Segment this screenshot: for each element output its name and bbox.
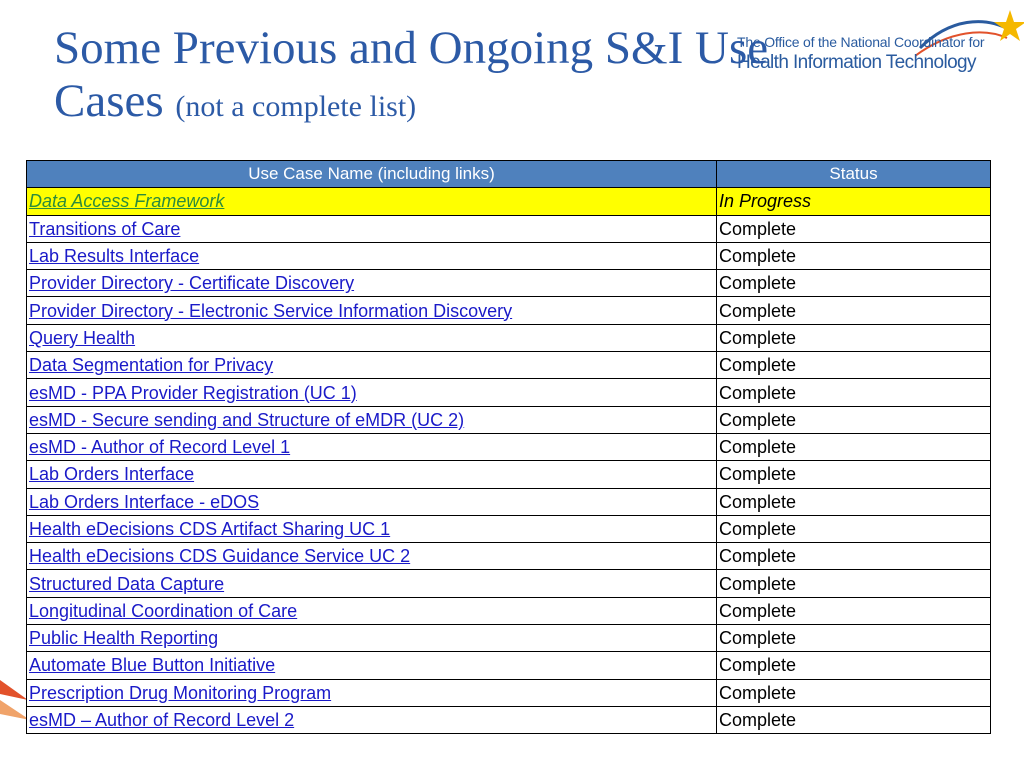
status-cell: Complete	[717, 215, 991, 242]
use-case-link[interactable]: Transitions of Care	[29, 218, 181, 239]
table-row	[27, 652, 991, 679]
table-row	[27, 352, 991, 379]
table-row	[27, 461, 991, 488]
table-row	[27, 570, 991, 597]
use-case-name-cell	[27, 297, 717, 324]
status-cell: Complete	[717, 625, 991, 652]
status-cell: Complete	[717, 379, 991, 406]
table-row	[27, 379, 991, 406]
use-case-link[interactable]: Provider Directory - Electronic Service Information Discovery	[29, 300, 513, 321]
table-row	[27, 597, 991, 624]
use-case-link[interactable]: Longitudinal Coordination of Care	[29, 600, 298, 621]
status-cell: Complete	[717, 652, 991, 679]
use-case-name-cell	[27, 324, 717, 351]
status-cell: Complete	[717, 679, 991, 706]
use-case-link[interactable]: Prescription Drug Monitoring Program	[29, 682, 332, 703]
use-case-link[interactable]: Health eDecisions CDS Guidance Service UC 2	[29, 546, 411, 567]
use-case-link[interactable]: esMD – Author of Record Level 2	[29, 710, 295, 731]
use-case-link[interactable]: Public Health Reporting	[29, 628, 219, 649]
status-cell: Complete	[717, 597, 991, 624]
use-case-table	[26, 160, 991, 734]
table-row	[27, 543, 991, 570]
logo-text-line2: Health Information Technology	[737, 52, 976, 73]
use-case-name-cell	[27, 433, 717, 460]
status-cell: Complete	[717, 461, 991, 488]
status-cell: Complete	[717, 297, 991, 324]
column-header-name: Use Case Name (including links)	[27, 161, 717, 188]
table-row	[27, 406, 991, 433]
use-case-link[interactable]: Lab Orders Interface	[29, 464, 195, 485]
use-case-name-cell	[27, 188, 717, 215]
title-line1: Some Previous and Ongoing S&I Use	[54, 22, 769, 74]
status-cell: Complete	[717, 488, 991, 515]
status-cell: Complete	[717, 406, 991, 433]
table-row	[27, 679, 991, 706]
use-case-name-cell	[27, 406, 717, 433]
use-case-link[interactable]: Automate Blue Button Initiative	[29, 655, 276, 676]
use-case-name-cell	[27, 652, 717, 679]
table-row	[27, 625, 991, 652]
status-cell: Complete	[717, 242, 991, 269]
use-case-name-cell	[27, 270, 717, 297]
table-row	[27, 270, 991, 297]
use-case-name-cell	[27, 215, 717, 242]
title-subtitle: (not a complete list)	[175, 90, 417, 123]
table-row	[27, 488, 991, 515]
table-row	[27, 324, 991, 351]
use-case-link[interactable]: Provider Directory - Certificate Discovery	[29, 273, 355, 294]
use-case-link[interactable]: esMD - Secure sending and Structure of eMDR (UC 2)	[29, 409, 465, 430]
status-cell: Complete	[717, 433, 991, 460]
use-case-name-cell	[27, 488, 717, 515]
use-case-name-cell	[27, 679, 717, 706]
use-case-link[interactable]: Lab Orders Interface - eDOS	[29, 491, 260, 512]
status-cell: Complete	[717, 515, 991, 542]
use-case-link[interactable]: esMD - PPA Provider Registration (UC 1)	[29, 382, 357, 403]
use-case-link[interactable]: Health eDecisions CDS Artifact Sharing UC 1	[29, 519, 391, 539]
use-case-name-cell	[27, 597, 717, 624]
use-case-link[interactable]: Structured Data Capture	[29, 573, 225, 594]
use-case-link[interactable]: Data Segmentation for Privacy	[29, 355, 274, 376]
table-row	[27, 242, 991, 269]
table-row	[27, 215, 991, 242]
column-header-status: Status	[717, 161, 991, 188]
use-case-name-cell	[27, 625, 717, 652]
use-case-name-cell	[27, 461, 717, 488]
status-cell: Complete	[717, 570, 991, 597]
title-line2: Cases	[54, 75, 164, 127]
table-row	[27, 297, 991, 324]
status-cell: Complete	[717, 706, 991, 733]
table-row	[27, 515, 991, 542]
use-case-link[interactable]: Lab Results Interface	[29, 246, 200, 267]
table-row	[27, 706, 991, 733]
use-case-name-cell	[27, 242, 717, 269]
table-header-row	[27, 161, 991, 188]
status-cell: Complete	[717, 324, 991, 351]
use-case-link[interactable]: esMD - Author of Record Level 1	[29, 437, 291, 458]
use-case-name-cell	[27, 543, 717, 570]
page-title	[54, 22, 974, 133]
logo-text-line1: The Office of the National Coordinator for	[737, 34, 985, 50]
use-case-name-cell	[27, 379, 717, 406]
status-cell: Complete	[717, 352, 991, 379]
use-case-name-cell	[27, 352, 717, 379]
use-case-name-cell	[27, 706, 717, 733]
use-case-name-cell	[27, 515, 717, 542]
status-cell: Complete	[717, 270, 991, 297]
table-row	[27, 188, 991, 215]
table-row	[27, 433, 991, 460]
status-cell: In Progress	[717, 188, 991, 215]
use-case-link[interactable]: Data Access Framework	[29, 191, 225, 212]
use-case-link[interactable]: Query Health	[29, 327, 136, 348]
use-case-name-cell	[27, 570, 717, 597]
status-cell: Complete	[717, 543, 991, 570]
